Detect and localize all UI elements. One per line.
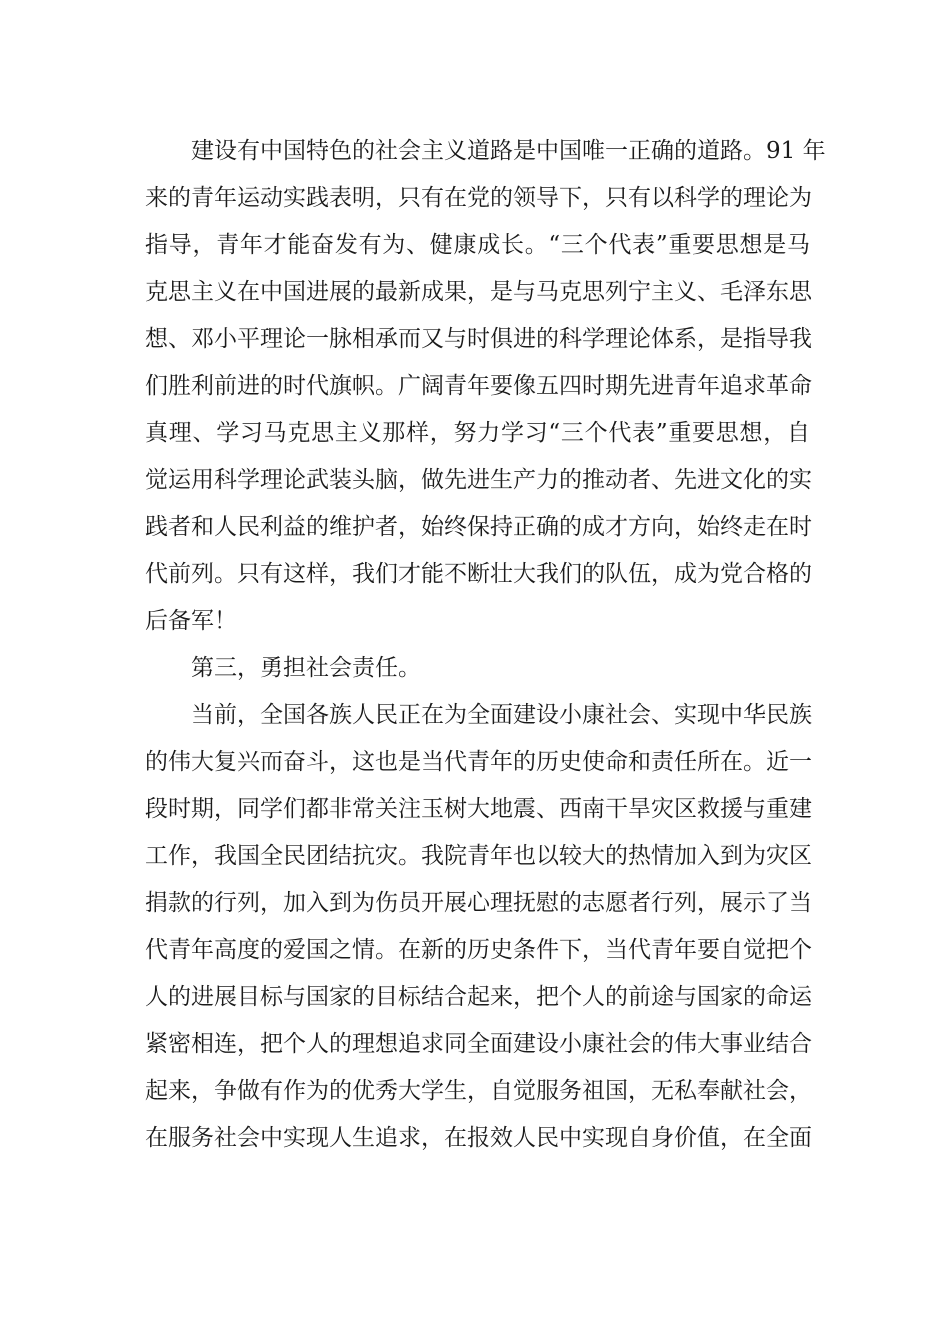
text-line: 当前，全国各族人民正在为全面建设小康社会、实现中华民族 bbox=[191, 702, 812, 728]
text-line: 指导，青年才能奋发有为、健康成长。“三个代表”重要思想是马 bbox=[145, 232, 810, 258]
text-line: 人的进展目标与国家的目标结合起来，把个人的前途与国家的命运 bbox=[145, 984, 812, 1010]
text-line: 建设有中国特色的社会主义道路是中国唯一正确的道路。91 年 bbox=[191, 138, 826, 164]
text-line: 后备军！ bbox=[145, 608, 237, 634]
text-line: 真理、学习马克思主义那样，努力学习“三个代表”重要思想，自 bbox=[145, 420, 810, 446]
text-line: 起来，争做有作为的优秀大学生，自觉服务祖国，无私奉献社会， bbox=[145, 1078, 812, 1104]
text-line: 克思主义在中国进展的最新成果，是与马克思列宁主义、毛泽东思 bbox=[145, 279, 812, 305]
text-line: 的伟大复兴而奋斗，这也是当代青年的历史使命和责任所在。近一 bbox=[145, 749, 812, 775]
text-line: 在服务社会中实现人生追求，在报效人民中实现自身价值，在全面 bbox=[145, 1125, 812, 1151]
text-line: 段时期，同学们都非常关注玉树大地震、西南干旱灾区救援与重建 bbox=[145, 796, 812, 822]
text-line: 来的青年运动实践表明，只有在党的领导下，只有以科学的理论为 bbox=[145, 185, 812, 211]
text-line: 代青年高度的爱国之情。在新的历史条件下，当代青年要自觉把个 bbox=[145, 937, 812, 963]
text-line: 代前列。只有这样，我们才能不断壮大我们的队伍，成为党合格的 bbox=[145, 561, 812, 587]
text-line: 践者和人民利益的维护者，始终保持正确的成才方向，始终走在时 bbox=[145, 514, 812, 540]
text-line: 捐款的行列，加入到为伤员开展心理抚慰的志愿者行列，展示了当 bbox=[145, 890, 812, 916]
text-line: 觉运用科学理论武装头脑，做先进生产力的推动者、先进文化的实 bbox=[145, 467, 812, 493]
text-line: 们胜利前进的时代旗帜。广阔青年要像五四时期先进青年追求革命 bbox=[145, 373, 812, 399]
document-body bbox=[145, 128, 826, 1162]
text-line: 工作，我国全民团结抗灾。我院青年也以较大的热情加入到为灾区 bbox=[145, 843, 812, 869]
text-line: 想、邓小平理论一脉相承而又与时俱进的科学理论体系，是指导我 bbox=[145, 326, 812, 352]
text-line: 第三，勇担社会责任。 bbox=[191, 655, 421, 681]
text-line: 紧密相连，把个人的理想追求同全面建设小康社会的伟大事业结合 bbox=[145, 1031, 812, 1057]
